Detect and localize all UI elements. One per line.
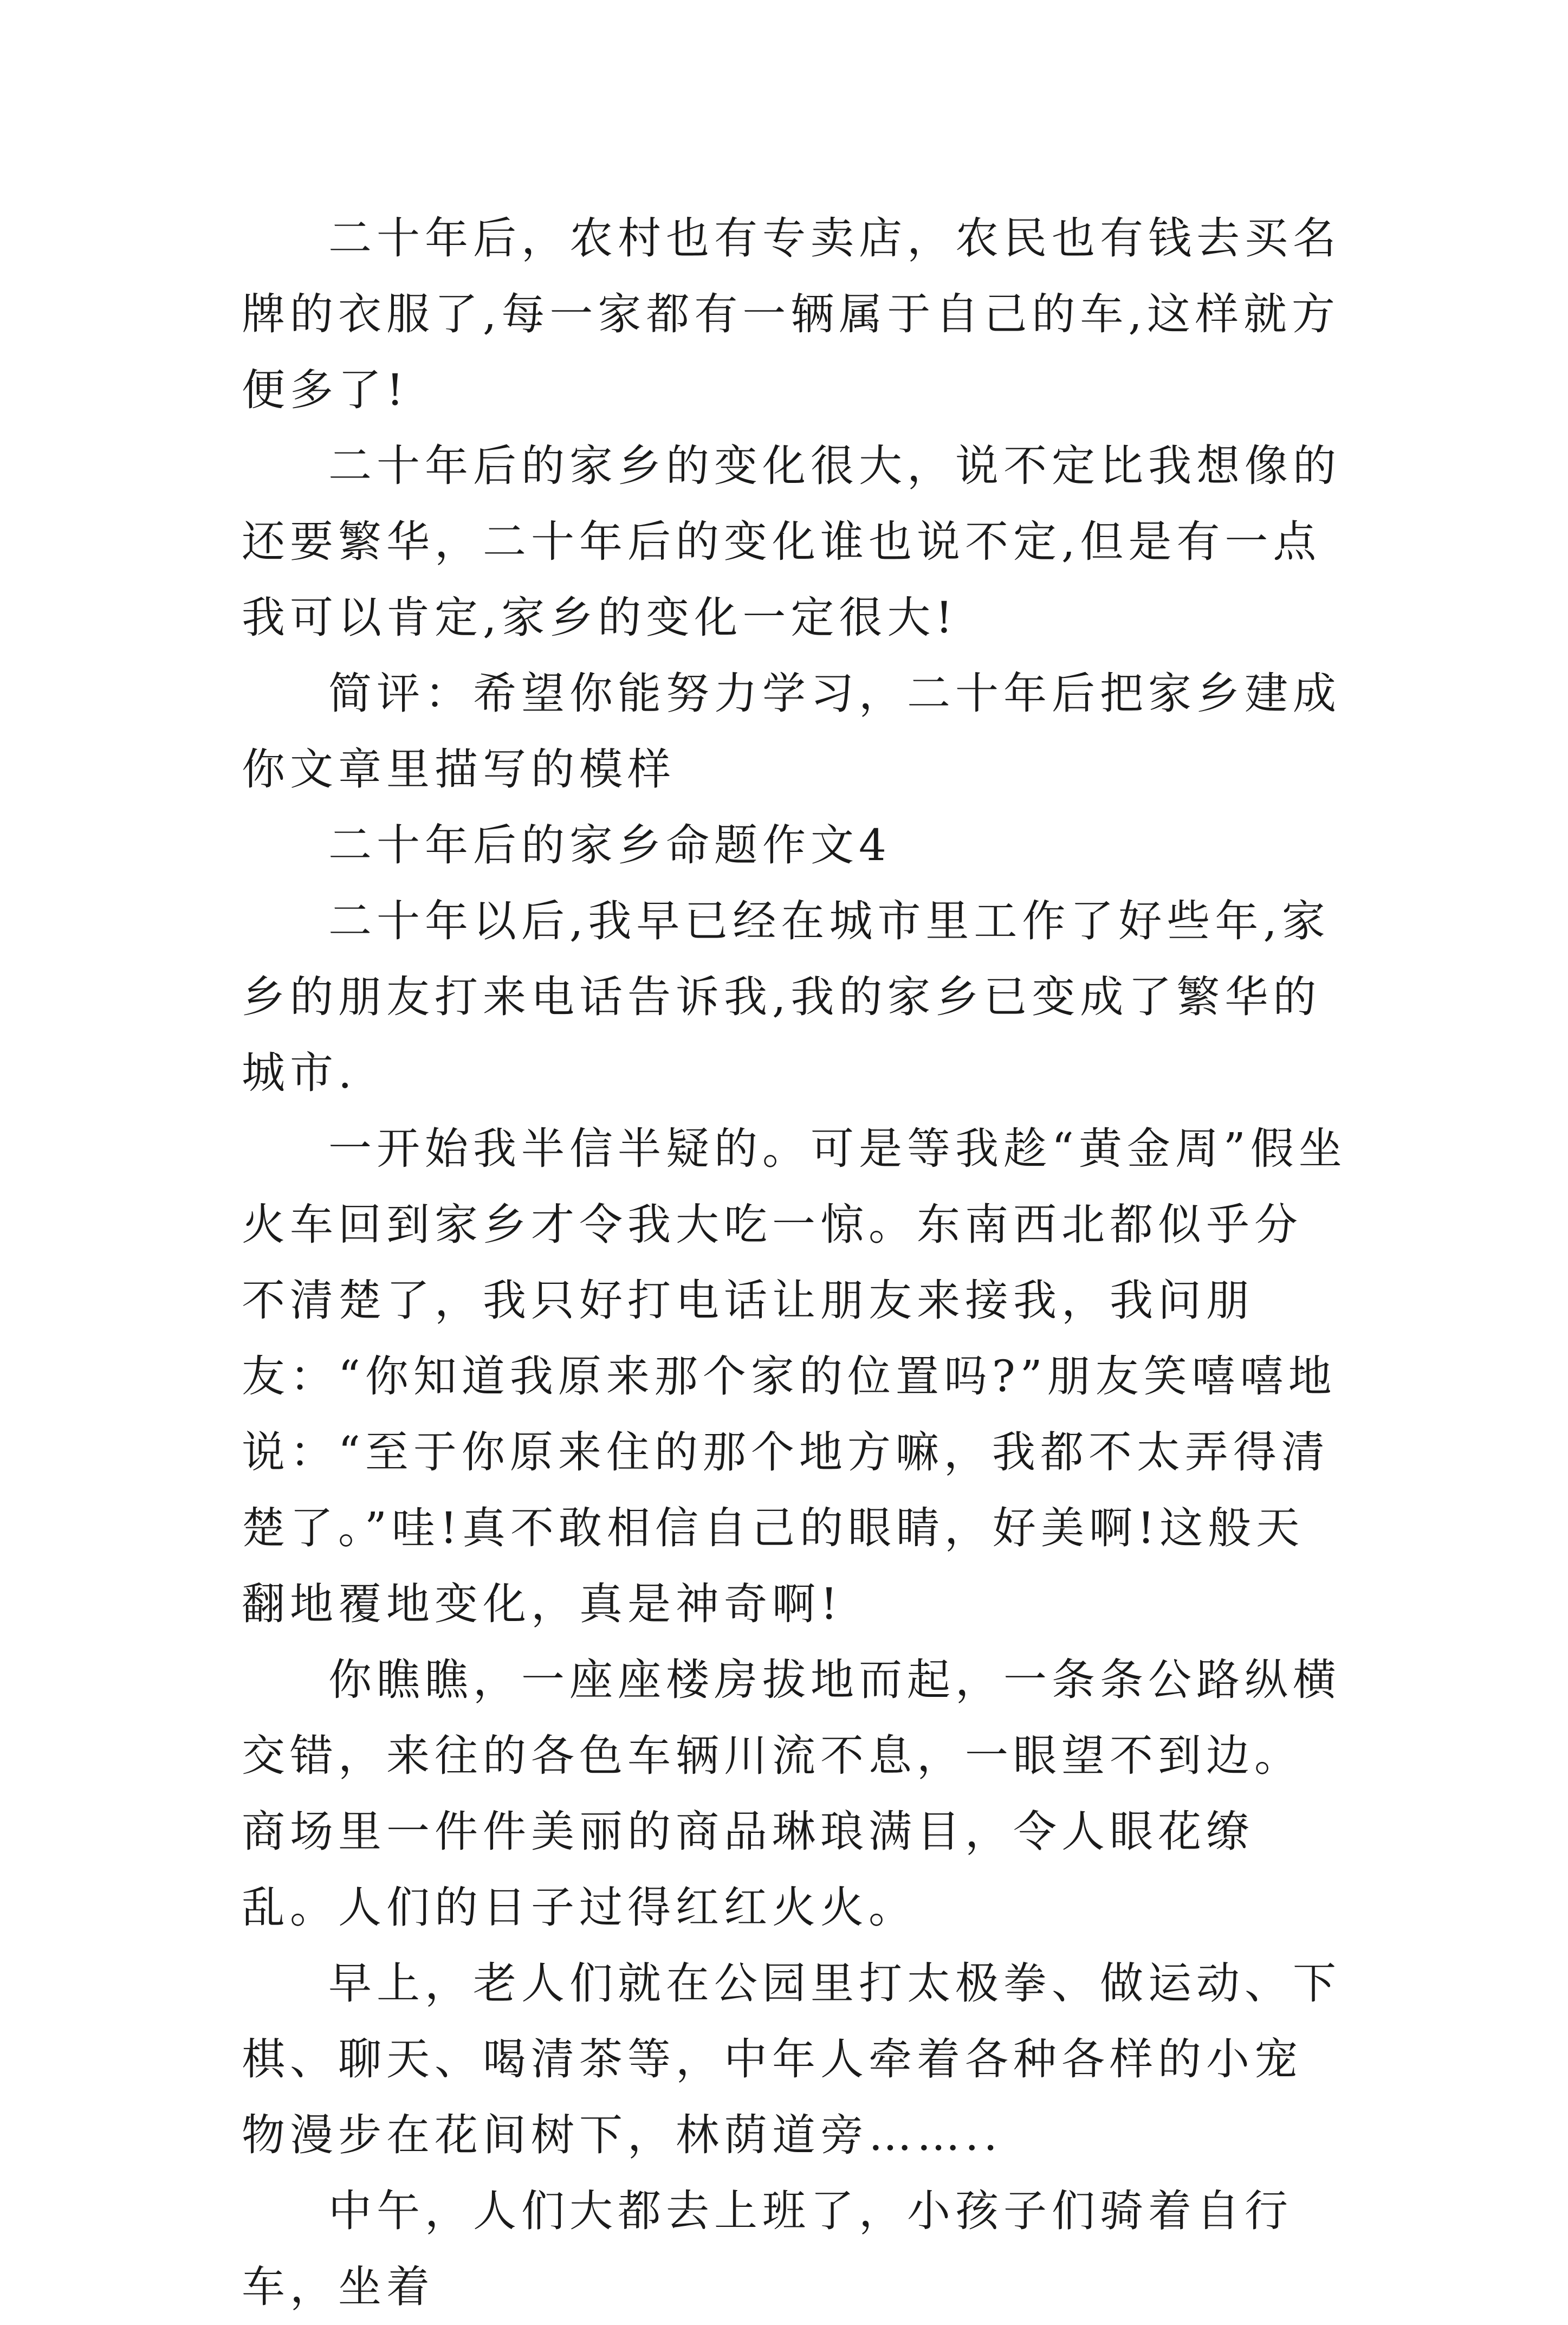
paragraph: 简评：希望你能努力学习，二十年后把家乡建成你文章里描写的模样 xyxy=(242,668,1341,795)
paragraph: 你瞧瞧，一座座楼房拔地而起，一条条公路纵横交错，来往的各色车辆川流不息，一眼望不到边。商场里一件件美丽的商品琳琅满目，令人眼花缭乱。人们的日子过得红红火火。 xyxy=(242,1655,1341,1933)
paragraph: 二十年以后,我早已经在城市里工作了好些年,家乡的朋友打来电话告诉我,我的家乡已变成了繁华的城市. xyxy=(242,896,1330,1098)
paragraph: 一开始我半信半疑的。可是等我趁“黄金周”假坐火车回到家乡才令我大吃一惊。东南西北都似乎分不清楚了，我只好打电话让朋友来接我，我问朋友：“你知道我原来那个家的位置吗?”朋友笑嘻嘻地说：“至于你原来住的那个地方嘛，我都不太弄得清楚了。”哇!真不敢相信自己的眼睛，好美啊!这般天翻地覆地变化，真是神奇啊! xyxy=(242,1123,1347,1629)
paragraph: 中午，人们大都去上班了，小孩子们骑着自行车，坐着 xyxy=(242,2186,1293,2312)
paragraph: 二十年后的家乡的变化很大，说不定比我想像的还要繁华，二十年后的变化谁也说不定,但是有一点我可以肯定,家乡的变化一定很大! xyxy=(242,441,1341,643)
document-body xyxy=(242,201,1347,2325)
paragraph: 早上，老人们就在公园里打太极拳、做运动、下棋、聊天、喝清茶等，中年人牵着各种各样的小宠物漫步在花间树下，林荫道旁…….. xyxy=(242,1958,1341,2160)
section-heading: 二十年后的家乡命题作文4 xyxy=(328,820,891,870)
paragraph: 二十年后，农村也有专卖店，农民也有钱去买名牌的衣服了,每一家都有一辆属于自己的车,这样就方便多了! xyxy=(242,213,1341,415)
